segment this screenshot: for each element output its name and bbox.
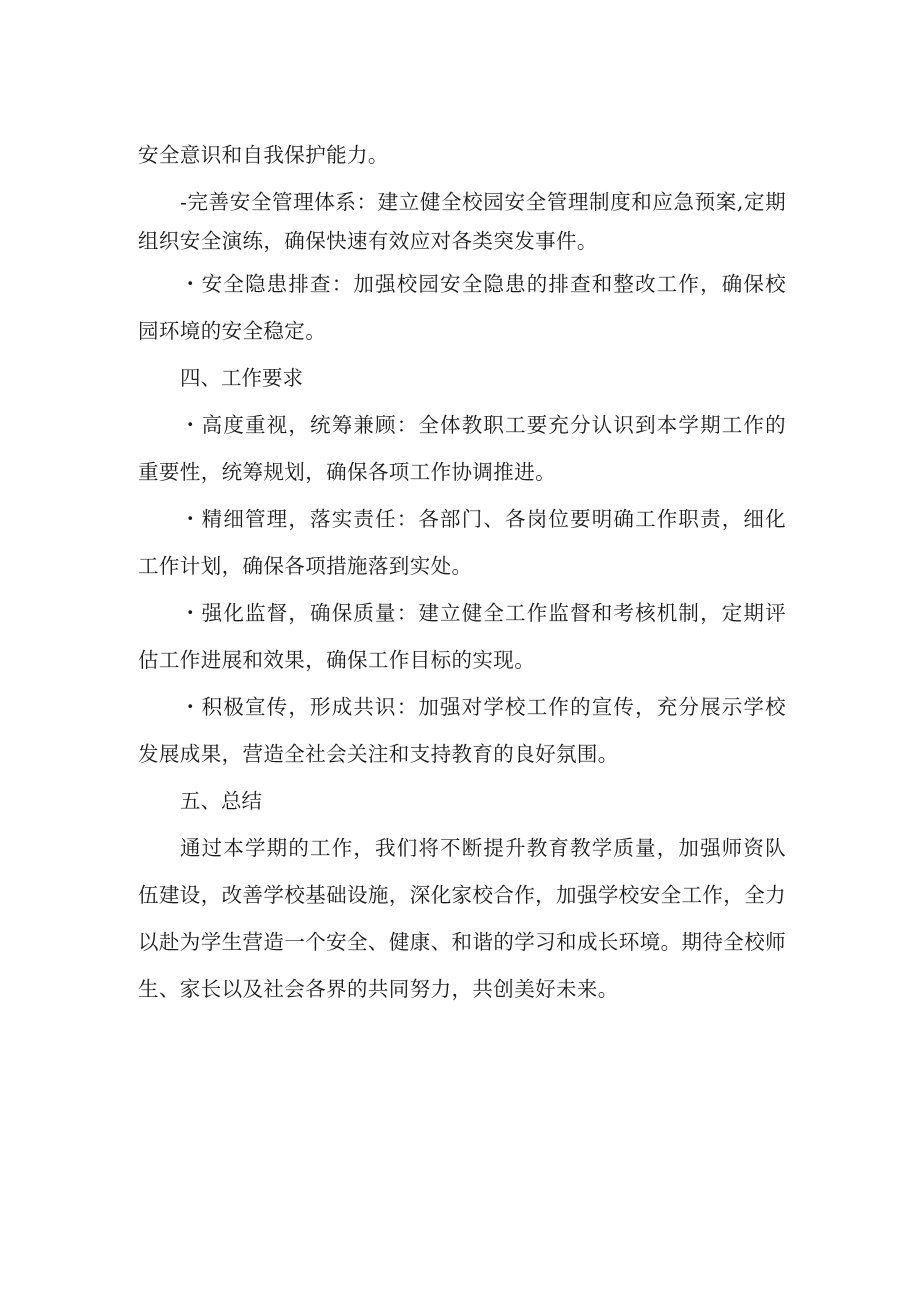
document-page [138, 132, 786, 1013]
section-heading-requirements: 四、工作要求 [180, 366, 303, 390]
section-heading-summary: 五、总结 [180, 789, 262, 813]
paragraph-requirement-4: ・积极宣传，形成共识：加强对学校工作的宣传，充分展示学校发展成果，营造全社会关注和支持教育的良好氛围。 [138, 695, 786, 766]
paragraph-safety-system: -完善安全管理体系：建立健全校园安全管理制度和应急预案,定期组织安全演练，确保快速有效应对各类突发事件。 [138, 190, 786, 253]
paragraph-continuation: 安全意识和自我保护能力。 [138, 143, 389, 167]
paragraph-hazard-check: ・安全隐患排查：加强校园安全隐患的排查和整改工作，确保校园环境的安全稳定。 [138, 272, 786, 343]
paragraph-requirement-1: ・高度重视，统筹兼顾：全体教职工要充分认识到本学期工作的重要性，统筹规划，确保各项工作协调推进。 [138, 413, 786, 484]
paragraph-requirement-2: ・精细管理，落实责任：各部门、各岗位要明确工作职责，细化工作计划，确保各项措施落到实处。 [138, 507, 786, 578]
paragraph-summary: 通过本学期的工作，我们将不断提升教育教学质量，加强师资队伍建设，改善学校基础设施，深化家校合作，加强学校安全工作，全力以赴为学生营造一个安全、健康、和谐的学习和成长环境。期待全校师生、家长以及社会各界的共同努力，共创美好未来。 [138, 836, 786, 1001]
paragraph-requirement-3: ・强化监督，确保质量：建立健全工作监督和考核机制，定期评估工作进展和效果，确保工作目标的实现。 [138, 601, 786, 672]
